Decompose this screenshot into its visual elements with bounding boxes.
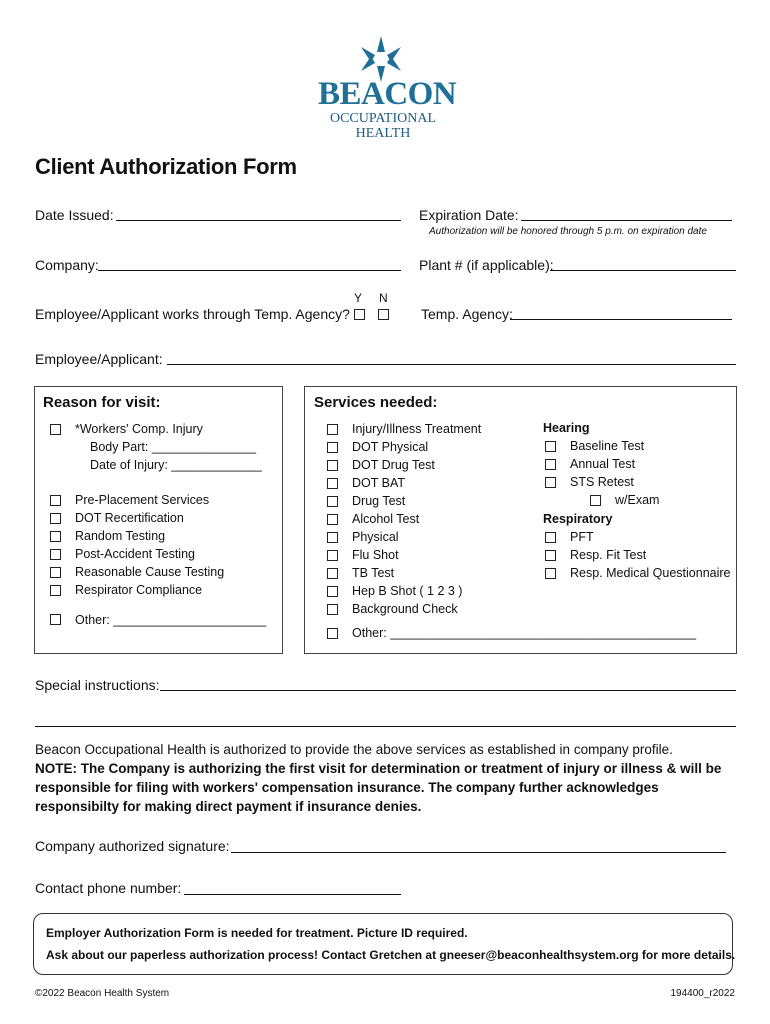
service-item: Alcohol Test xyxy=(352,512,420,526)
service-item: Physical xyxy=(352,530,399,544)
service-item: DOT BAT xyxy=(352,476,406,490)
reason-heading: Reason for visit: xyxy=(43,394,161,411)
employee-field[interactable] xyxy=(167,364,736,365)
hearing-checkbox[interactable] xyxy=(545,477,556,488)
reason-item: Reasonable Cause Testing xyxy=(75,565,225,579)
expiration-date-label: Expiration Date: xyxy=(419,207,519,223)
notice-line-2 xyxy=(46,948,735,962)
temp-agency-label: Temp. Agency: xyxy=(421,306,513,322)
reason-checkbox[interactable] xyxy=(50,585,61,596)
service-checkbox[interactable] xyxy=(327,442,338,453)
service-checkbox[interactable] xyxy=(327,496,338,507)
notice-box xyxy=(33,913,736,975)
signature-label: Company authorized signature: xyxy=(35,838,230,854)
logo-wordmark: BEACON xyxy=(318,76,457,112)
hearing-heading: Hearing xyxy=(543,421,590,435)
respiratory-checkbox[interactable] xyxy=(545,532,556,543)
plant-field[interactable] xyxy=(550,270,736,271)
no-column-label: N xyxy=(379,291,388,305)
service-item: DOT Physical xyxy=(352,440,429,454)
page-title: Client Authorization Form xyxy=(35,154,297,179)
notice-line-2-suffix: for more details. xyxy=(638,948,736,962)
service-item: Hep B Shot ( 1 2 3 ) xyxy=(352,584,463,598)
reason-item: Pre-Placement Services xyxy=(75,493,210,507)
reason-item: DOT Recertification xyxy=(75,511,184,525)
service-checkbox[interactable] xyxy=(327,514,338,525)
plant-label: Plant # (if applicable): xyxy=(419,257,554,273)
with-exam-label: w/Exam xyxy=(615,493,660,507)
special-instructions-field-2[interactable] xyxy=(35,726,736,727)
respiratory-item: PFT xyxy=(570,530,594,544)
service-other-checkbox[interactable] xyxy=(327,628,338,639)
contact-phone-label: Contact phone number: xyxy=(35,880,182,896)
date-of-injury-field[interactable]: Date of Injury: _____________ xyxy=(90,458,262,472)
expiration-date-field[interactable] xyxy=(521,220,732,221)
contact-email-link[interactable]: gneeser@beaconhealthsystem.org xyxy=(439,948,639,962)
with-exam-checkbox[interactable] xyxy=(590,495,601,506)
service-item: Injury/Illness Treatment xyxy=(352,422,482,436)
reason-item: Random Testing xyxy=(75,529,166,543)
authorization-statement: Beacon Occupational Health is authorized to provide the above services as established in company profile. xyxy=(35,742,673,757)
expiration-note: Authorization will be honored through 5 p.m. on expiration date xyxy=(429,226,707,237)
service-checkbox[interactable] xyxy=(327,478,338,489)
special-instructions-label: Special instructions: xyxy=(35,677,160,693)
hearing-item: Annual Test xyxy=(570,457,636,471)
services-heading: Services needed: xyxy=(314,394,438,411)
temp-yes-checkbox[interactable] xyxy=(354,309,365,320)
service-item: Flu Shot xyxy=(352,548,399,562)
respiratory-checkbox[interactable] xyxy=(545,568,556,579)
special-instructions-field[interactable] xyxy=(160,690,736,691)
service-checkbox[interactable] xyxy=(327,586,338,597)
reason-checkbox[interactable] xyxy=(50,531,61,542)
temp-agency-question: Employee/Applicant works through Temp. Agency? xyxy=(35,306,350,322)
service-checkbox[interactable] xyxy=(327,550,338,561)
temp-agency-field[interactable] xyxy=(510,319,732,320)
logo-subtitle-2: HEALTH xyxy=(355,126,411,141)
notice-line-2-prefix: Ask about our paperless authorization process! Contact Gretchen at xyxy=(46,948,440,962)
respiratory-heading: Respiratory xyxy=(543,512,613,526)
respiratory-checkbox[interactable] xyxy=(545,550,556,561)
reason-checkbox[interactable] xyxy=(50,513,61,524)
service-other-field[interactable]: Other: ____________________________________________ xyxy=(352,626,697,640)
employee-label: Employee/Applicant: xyxy=(35,351,163,367)
authorization-note: NOTE: The Company is authorizing the first visit for determination or treatment of injury or illness & will be responsible for filing with workers' compensation insurance. The company further acknowledges responsibilty for making direct payment if insurance denies. xyxy=(35,761,722,814)
service-checkbox[interactable] xyxy=(327,568,338,579)
respiratory-item: Resp. Medical Questionnaire xyxy=(570,566,731,580)
reason-other-field[interactable]: Other: ______________________ xyxy=(75,613,267,627)
workers-comp-label: *Workers' Comp. Injury xyxy=(75,422,203,436)
service-item: Drug Test xyxy=(352,494,406,508)
company-field[interactable] xyxy=(98,270,401,271)
reason-item: Respirator Compliance xyxy=(75,583,203,597)
service-item: Background Check xyxy=(352,602,458,616)
reason-checkbox[interactable] xyxy=(50,567,61,578)
logo-subtitle-1: OCCUPATIONAL xyxy=(329,111,437,126)
reason-checkbox[interactable] xyxy=(50,549,61,560)
workers-comp-checkbox[interactable] xyxy=(50,424,61,435)
hearing-item: Baseline Test xyxy=(570,439,645,453)
service-checkbox[interactable] xyxy=(327,460,338,471)
service-checkbox[interactable] xyxy=(327,424,338,435)
hearing-checkbox[interactable] xyxy=(545,459,556,470)
reason-checkbox[interactable] xyxy=(50,495,61,506)
body-part-field[interactable]: Body Part: _______________ xyxy=(90,440,257,454)
notice-line-1: Employer Authorization Form is needed for treatment. Picture ID required. xyxy=(46,926,468,940)
respiratory-item: Resp. Fit Test xyxy=(570,548,647,562)
date-issued-field[interactable] xyxy=(116,220,401,221)
reason-other-checkbox[interactable] xyxy=(50,614,61,625)
service-item: TB Test xyxy=(352,566,395,580)
service-checkbox[interactable] xyxy=(327,604,338,615)
form-code: 194400_r2022 xyxy=(670,988,735,999)
service-checkbox[interactable] xyxy=(327,532,338,543)
company-label: Company: xyxy=(35,257,99,273)
contact-phone-field[interactable] xyxy=(184,894,401,895)
hearing-checkbox[interactable] xyxy=(545,441,556,452)
service-item: DOT Drug Test xyxy=(352,458,435,472)
copyright: ©2022 Beacon Health System xyxy=(35,988,170,999)
hearing-item: STS Retest xyxy=(570,475,634,489)
reason-item: Post-Accident Testing xyxy=(75,547,195,561)
yes-column-label: Y xyxy=(354,291,363,305)
temp-no-checkbox[interactable] xyxy=(378,309,389,320)
signature-field[interactable] xyxy=(231,852,726,853)
date-issued-label: Date Issued: xyxy=(35,207,114,223)
